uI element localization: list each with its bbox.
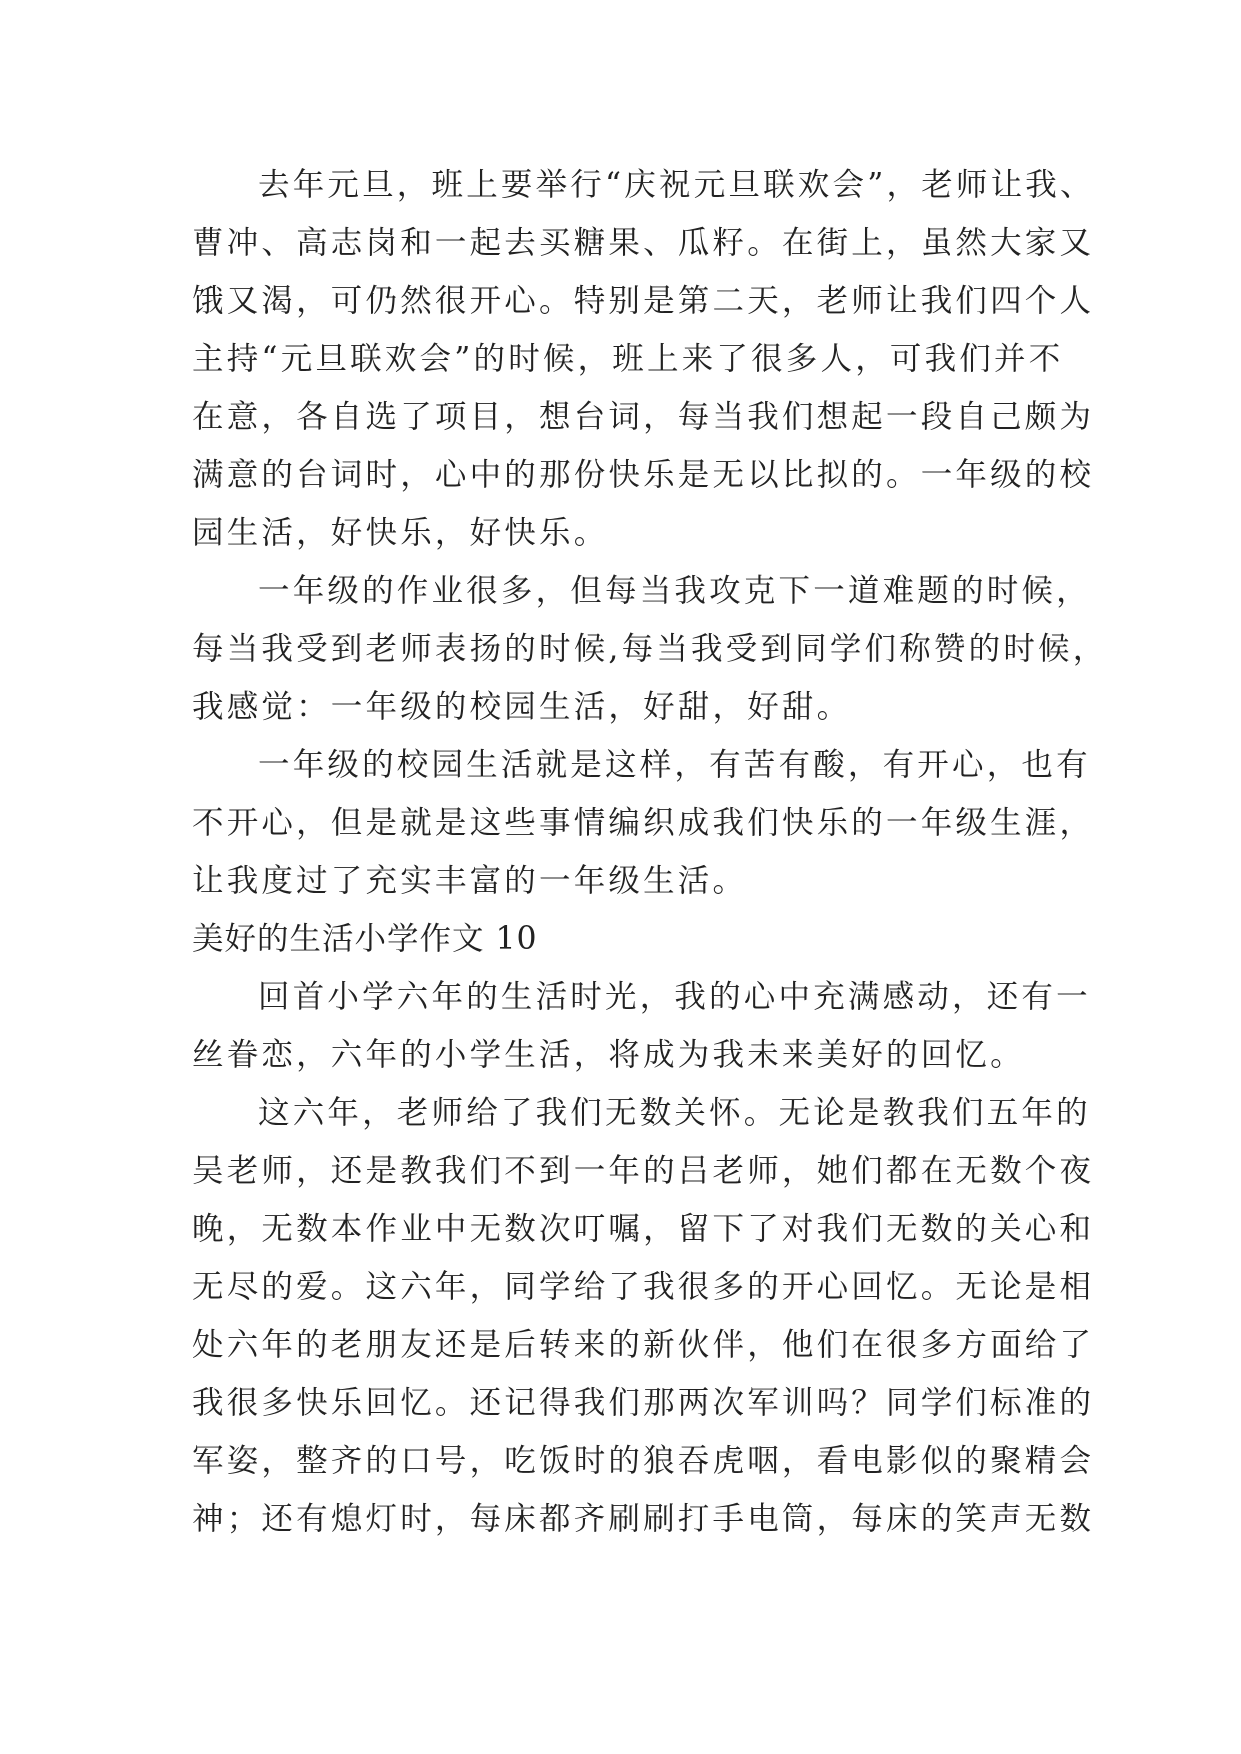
text-line: 丝眷恋，六年的小学生活，将成为我未来美好的回忆。: [192, 1037, 1025, 1073]
text-line: 一年级的作业很多，但每当我攻克下一道难题的时候，: [258, 573, 1091, 609]
text-line: 处六年的老朋友还是后转来的新伙伴，他们在很多方面给了: [192, 1327, 1095, 1363]
text-line: 不开心，但是就是这些事情编织成我们快乐的一年级生涯，: [192, 805, 1095, 841]
text-line: 曹冲、高志岗和一起去买糖果、瓜籽。在街上，虽然大家又: [192, 225, 1095, 261]
text-line: 在意，各自选了项目，想台词，每当我们想起一段自己颇为: [192, 399, 1095, 435]
text-line: 晚，无数本作业中无数次叮嘱，留下了对我们无数的关心和: [192, 1211, 1095, 1247]
text-line: 满意的台词时，心中的那份快乐是无以比拟的。一年级的校: [192, 457, 1095, 493]
text-line: 饿又渴，可仍然很开心。特别是第二天，老师让我们四个人: [192, 283, 1095, 319]
text-line: 我很多快乐回忆。还记得我们那两次军训吗？同学们标准的: [192, 1385, 1095, 1421]
section-heading: 美好的生活小学作文 10: [192, 921, 538, 957]
text-line: 让我度过了充实丰富的一年级生活。: [192, 863, 748, 899]
text-line: 园生活，好快乐，好快乐。: [192, 515, 609, 551]
text-line: 主持“元旦联欢会”的时候，班上来了很多人，可我们并不: [192, 341, 1064, 377]
text-line: 回首小学六年的生活时光，我的心中充满感动，还有一: [258, 979, 1091, 1015]
text-line: 神；还有熄灯时，每床都齐刷刷打手电筒，每床的笑声无数: [192, 1501, 1095, 1537]
text-line: 去年元旦，班上要举行“庆祝元旦联欢会”，老师让我、: [258, 167, 1095, 203]
text-line: 我感觉：一年级的校园生活，好甜，好甜。: [192, 689, 852, 725]
text-line: 每当我受到老师表扬的时候,每当我受到同学们称赞的时候，: [192, 631, 1108, 667]
text-line: 吴老师，还是教我们不到一年的吕老师，她们都在无数个夜: [192, 1153, 1095, 1189]
text-line: 无尽的爱。这六年，同学给了我很多的开心回忆。无论是相: [192, 1269, 1095, 1305]
text-line: 军姿，整齐的口号，吃饭时的狼吞虎咽，看电影似的聚精会: [192, 1443, 1095, 1479]
text-line: 一年级的校园生活就是这样，有苦有酸，有开心，也有: [258, 747, 1091, 783]
text-line: 这六年，老师给了我们无数关怀。无论是教我们五年的: [258, 1095, 1091, 1131]
document-body: [192, 156, 1108, 1548]
